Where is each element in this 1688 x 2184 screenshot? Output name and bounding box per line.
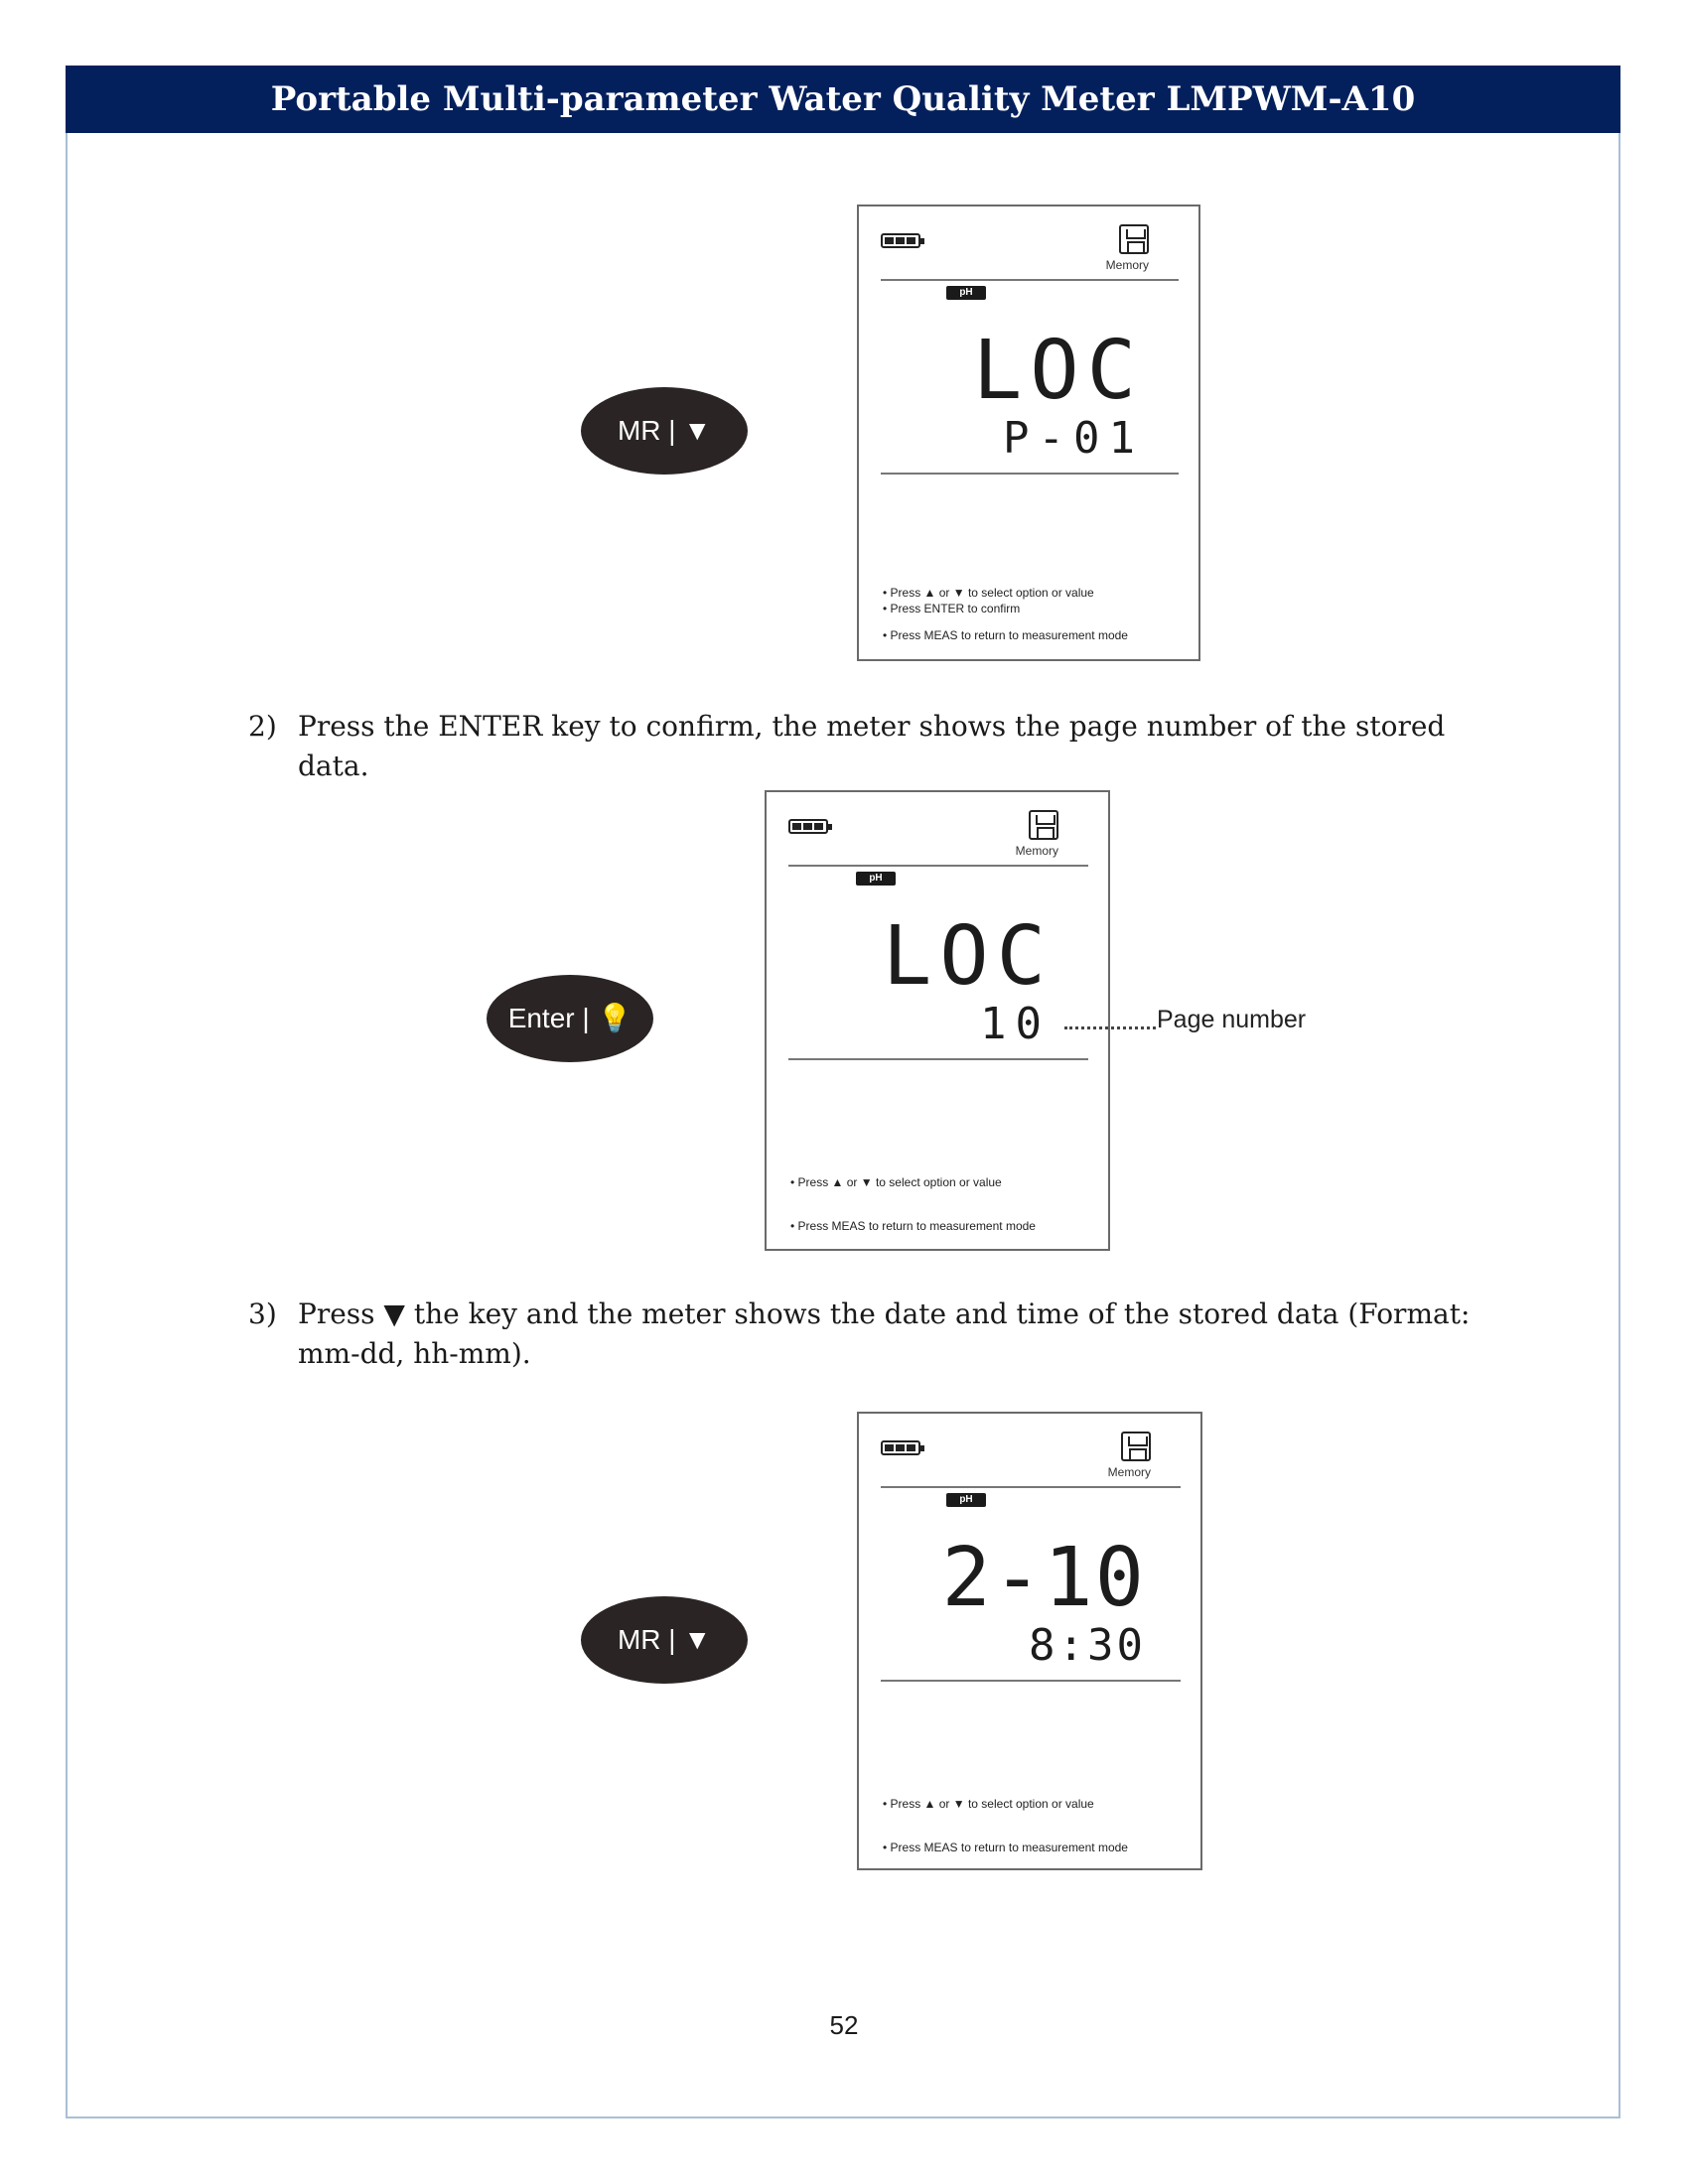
divider [788, 865, 1088, 867]
instruction-line: • Press ▲ or ▼ to select option or value [790, 1175, 1002, 1189]
memory-label: Memory [1015, 844, 1058, 858]
instruction-line: • Press MEAS to return to measurement mode [883, 1841, 1128, 1854]
divider [788, 1058, 1088, 1060]
lcd-sub-readout: P-01 [1003, 413, 1144, 464]
lcd-screen-1 [857, 205, 1200, 661]
divider [881, 1486, 1181, 1488]
battery-icon [788, 819, 828, 834]
memory-label: Memory [1105, 258, 1149, 272]
memory-icon [1029, 810, 1058, 840]
step-3 [248, 1295, 1489, 1374]
page-header: Portable Multi-parameter Water Quality Meter LMPWM-A10 [66, 66, 1620, 133]
lcd-main-readout: LOC [972, 324, 1144, 418]
lcd-screen-3 [857, 1412, 1202, 1870]
memory-icon [1119, 224, 1149, 254]
lcd-main-readout: LOC [882, 909, 1054, 1004]
divider [881, 473, 1179, 475]
memory-icon [1121, 1432, 1151, 1461]
page-number-callout: Page number [1157, 1006, 1307, 1033]
lcd-sub-readout: 8:30 [1029, 1620, 1146, 1671]
ph-badge: pH [946, 1493, 986, 1507]
lcd-main-readout: 2-10 [941, 1531, 1146, 1625]
mr-down-key: MR | ▼ [581, 1596, 748, 1684]
divider [881, 1680, 1181, 1682]
memory-label: Memory [1107, 1465, 1151, 1479]
divider [881, 279, 1179, 281]
step-text: Press ▼ the key and the meter shows the date and time of the stored data (Format: [298, 1297, 1471, 1330]
step-text: mm-dd, hh-mm). [298, 1337, 531, 1370]
instruction-line: • Press MEAS to return to measurement mode [883, 628, 1128, 642]
lcd-sub-readout: 10 [980, 999, 1051, 1049]
mr-down-key: MR | ▼ [581, 387, 748, 475]
ph-badge: pH [856, 872, 896, 886]
instruction-line: • Press ▲ or ▼ to select option or value [883, 1797, 1094, 1811]
battery-icon [881, 1440, 920, 1455]
callout-leader-line [1064, 1026, 1156, 1029]
step-number: 2) [248, 710, 277, 743]
enter-key: Enter | 💡 [487, 975, 653, 1062]
instruction-line: • Press ENTER to confirm [883, 602, 1021, 615]
page-number: 52 [829, 2010, 859, 2040]
step-number: 3) [248, 1297, 277, 1330]
battery-icon [881, 233, 920, 248]
instruction-line: • Press ▲ or ▼ to select option or value [883, 586, 1094, 600]
step-text: Press the ENTER key to confirm, the meter shows the page number of the stored data. [298, 710, 1446, 782]
instruction-line: • Press MEAS to return to measurement mode [790, 1219, 1036, 1233]
lcd-screen-2 [765, 790, 1110, 1251]
step-2 [248, 707, 1489, 782]
ph-badge: pH [946, 286, 986, 300]
